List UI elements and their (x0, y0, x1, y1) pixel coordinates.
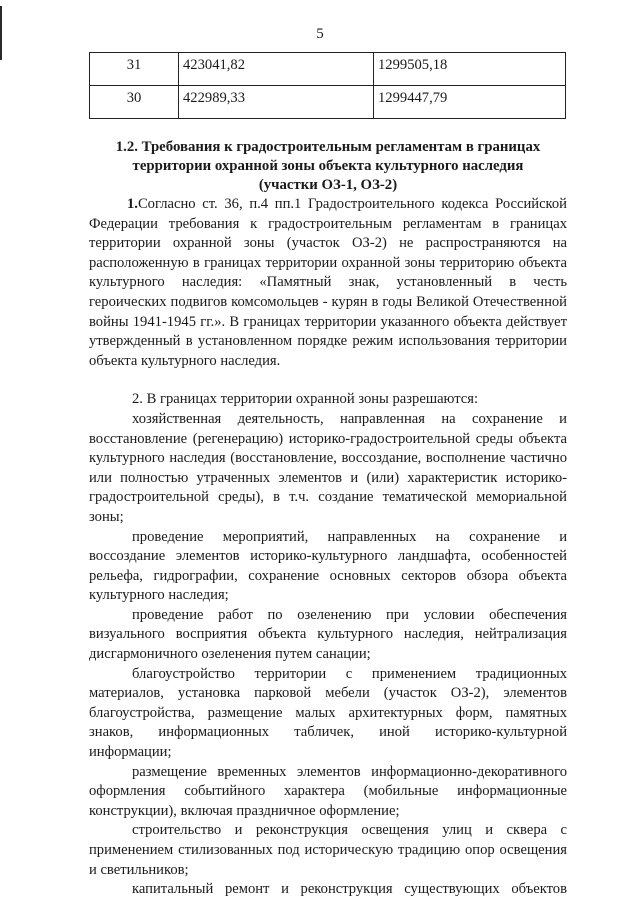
table-cell-x: 423041,82 (179, 53, 374, 86)
list-item: капитальный ремонт и реконструкция существующих объектов (132, 881, 567, 898)
paragraph-spacer (89, 371, 567, 390)
table-row (90, 53, 566, 86)
paragraph-number: 1. (127, 196, 138, 212)
list-item: проведение работ по озеленению при условии обеспечения визуального восприятия объекта культурного наследия, нейтрализация дисгармоничного озеленения путем санации; (89, 606, 567, 663)
page-number: 5 (316, 26, 324, 42)
table-cell-y: 1299505,18 (374, 53, 566, 86)
paragraph-text: Согласно ст. 36, п.4 пп.1 Градостроительного кодекса Российской Федерации требования к градостроительным регламентам в границах территории охранной зоны (участок ОЗ-2) не распространяются на расположенную в границах территории охранной зоны территорию объекта культурного наследия: «Памятный знак, установленный в честь героических подвигов комсомольцев - курян в годы Великой Отечественной войны 1941-1945 гг.». В границах территории указанного объекта действует утвержденный в установленном порядке режим использования территории объекта культурного наследия. (89, 196, 567, 369)
section-heading-line: 1.2. Требования к градостроительным регламентам в границах (115, 139, 541, 155)
document-body (89, 195, 567, 900)
paragraph-1 (89, 195, 567, 371)
table-cell-x: 422989,33 (179, 86, 374, 119)
list-item: строительство и реконструкция освещения улиц и сквера с применением стилизованных под историческую традицию опор освещения и светильников; (89, 822, 567, 878)
paragraph-2-intro: 2. В границах территории охранной зоны разрешаются: (132, 391, 479, 408)
table-cell-y: 1299447,79 (374, 86, 566, 119)
coordinates-table (89, 52, 566, 119)
section-heading-line: (участки ОЗ-1, ОЗ-2) (258, 177, 398, 194)
table-cell-point-number: 31 (90, 53, 179, 86)
section-heading-line: территории охранной зоны объекта культурного наследия (132, 158, 524, 175)
list-item: хозяйственная деятельность, направленная на сохранение и восстановление (регенерацию) историко-градостроительной среды объекта культурного наследия (восстановление, воссоздание, восполнение частично или полностью утраченных элементов и (или) характеристик историко-градостроительной среды), в т.ч. создание тематической мемориальной зоны; (89, 410, 567, 525)
section-heading (89, 138, 567, 196)
list-item: размещение временных элементов информационно-декоративного оформления событийного характера (мобильные информационные конструкции), включая праздничное оформление; (89, 763, 567, 819)
list-item: благоустройство территории с применением традиционных материалов, установка парковой мебели (участок ОЗ-2), элементов благоустройства, размещение малых архитектурных форм, памятных знаков, информационных табличек, иной историко-культурной информации; (89, 665, 567, 761)
list-item: проведение мероприятий, направленных на сохранение и воссоздание элементов историко-культурного ландшафта, особенностей рельефа, гидрографии, сохранение основных секторов обзора объекта культурного наследия; (89, 528, 567, 604)
table-row (90, 86, 566, 119)
table-cell-point-number: 30 (90, 86, 179, 119)
